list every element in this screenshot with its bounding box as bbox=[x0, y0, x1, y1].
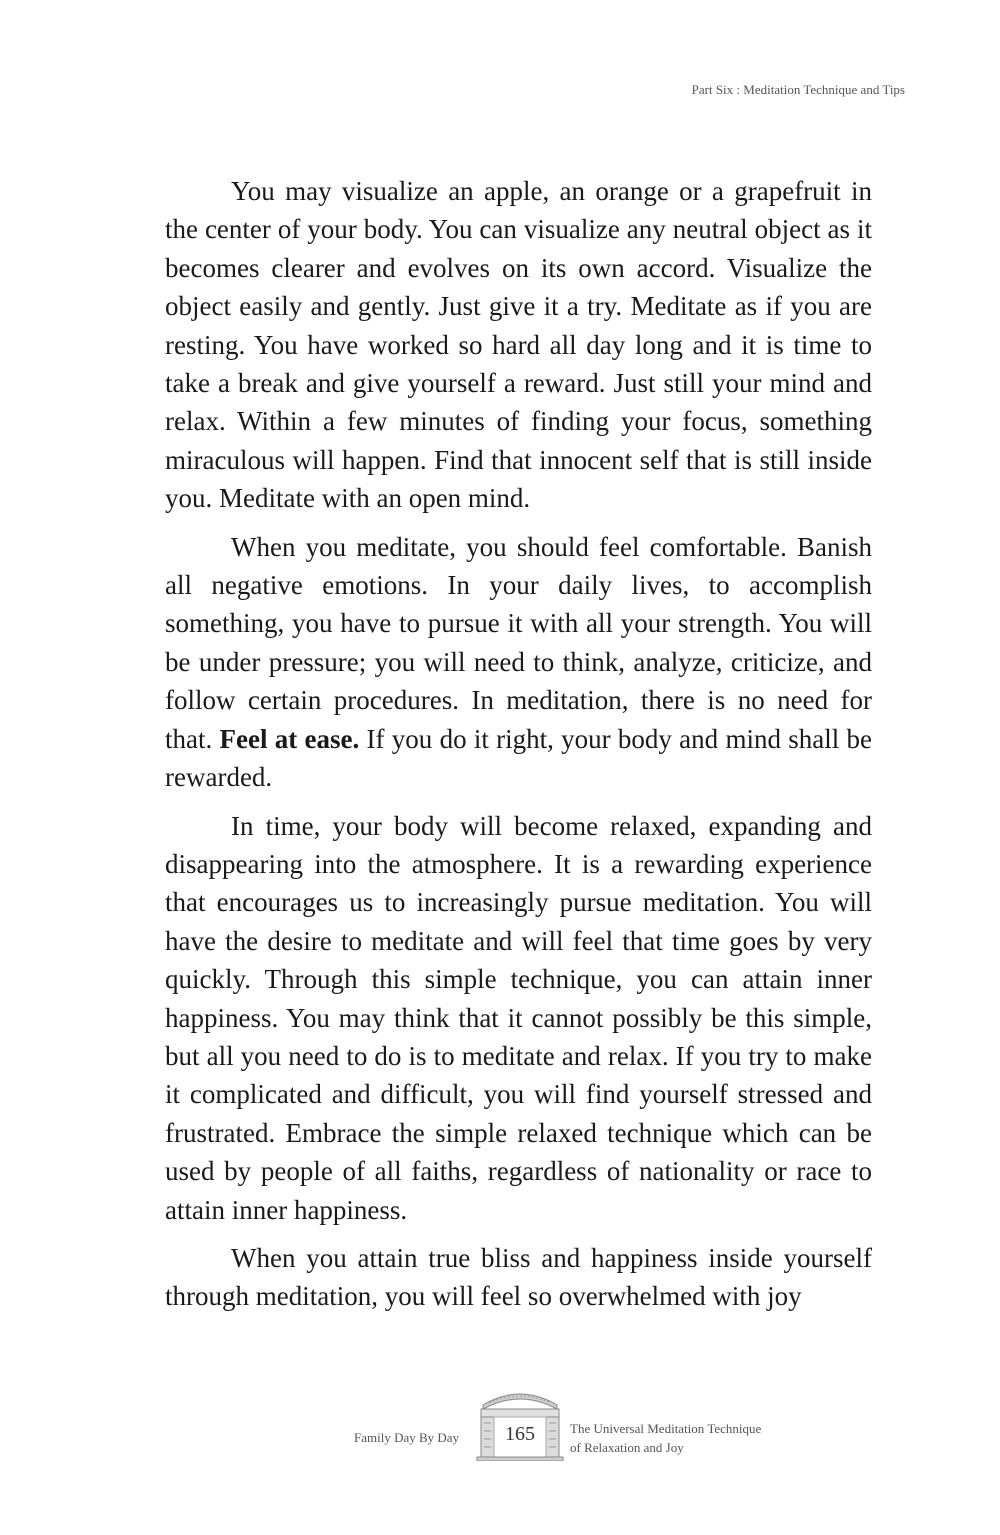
shrine-ornament-icon bbox=[475, 1383, 565, 1461]
body-text bbox=[165, 172, 872, 1316]
footer-book-title: Family Day By Day bbox=[354, 1430, 460, 1445]
page-footer bbox=[0, 1383, 1000, 1463]
paragraph-4: When you attain true bliss and happiness inside yourself through meditation, you will feel so overwhelmed with joy bbox=[165, 1242, 872, 1312]
paragraph-2-text-start: When you meditate, you should feel comfortable. Banish all negative emotions. In your daily lives, to accomplish something, you have to pursue it with all your strength. You will be under pressure; you will need to think, analyze, criticize, and follow certain procedures. In meditation, there is no need for that. bbox=[165, 531, 872, 754]
running-header: Part Six : Meditation Technique and Tips bbox=[691, 82, 905, 97]
page-number: 165 bbox=[505, 1423, 535, 1445]
footer-series-title bbox=[570, 1419, 761, 1457]
paragraph-2-text-end: If you do it right, your body and mind shall be rewarded. bbox=[165, 723, 872, 793]
footer-series-line-1: The Universal Meditation Technique bbox=[570, 1421, 762, 1436]
paragraph-1: You may visualize an apple, an orange or a grapefruit in the center of your body. You can visualize any neutral object as it becomes clearer and evolves on its own accord. Visualize the object easily and gently. Just give it a try. Meditate as if you are resting. You have worked so hard all day long and it is time to take a break and give yourself a reward. Just still your mind and relax. Within a few minutes of finding your focus, something miraculous will happen. Find that innocent self that is still inside you. Meditate with an open mind. bbox=[165, 176, 872, 514]
footer-series-line-2: of Relaxation and Joy bbox=[570, 1440, 684, 1455]
paragraph-2 bbox=[165, 528, 872, 797]
paragraph-3: In time, your body will become relaxed, expanding and disappearing into the atmosphere. It is a rewarding experience that encourages us to increasingly pursue meditation. You will have the desire to meditate and will feel that time goes by very quickly. Through this simple technique, you can attain inner happiness. You may think that it cannot possibly be this simple, but all you need to do is to meditate and relax. If you try to make it complicated and difficult, you will find yourself stressed and frustrated. Embrace the simple relaxed technique which can be used by people of all faiths, regardless of nationality or race to attain inner happiness. bbox=[165, 810, 872, 1225]
bold-phrase: Feel at ease. bbox=[219, 723, 360, 754]
